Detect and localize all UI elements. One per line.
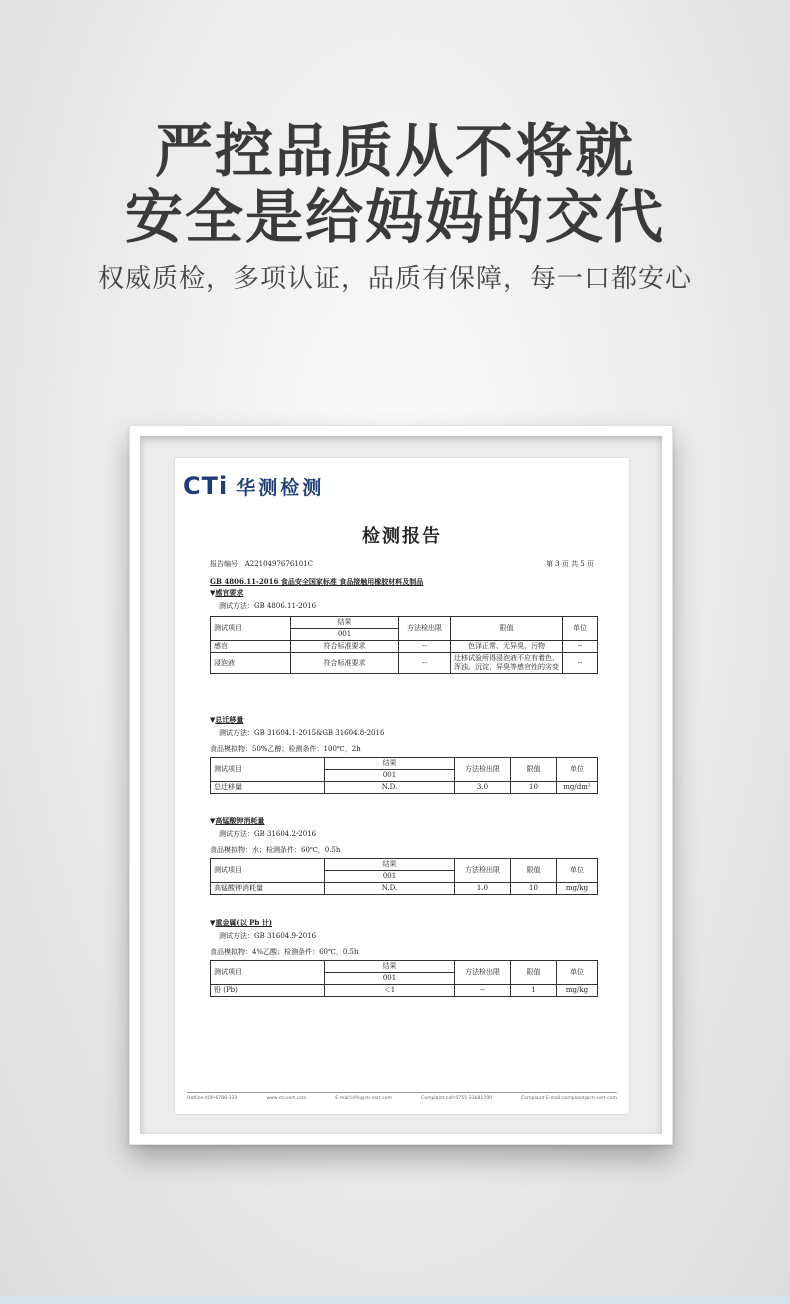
cell-detect-limit: -- [399, 653, 451, 674]
header-sample: 001 [291, 629, 399, 641]
food-simulant: 食品模拟物：50%乙醇；检测条件：100℃，2h [210, 745, 361, 753]
header-detect-limit: 方法检出限 [455, 859, 511, 883]
cell-result: 符合标准要求 [291, 641, 399, 653]
page-info: 第 3 页 共 5 页 [545, 560, 594, 568]
headline-line2: 安全是给妈妈的交代 [124, 183, 665, 251]
cell-item: 浸泡液 [211, 653, 291, 674]
result-table [210, 858, 598, 895]
cell-item: 感官 [211, 641, 291, 653]
cell-limit: 1 [511, 985, 557, 997]
section-title: ▼感官要求 [210, 588, 244, 597]
test-method: 测试方法：GB 4806.11-2016 [219, 602, 317, 610]
section-sensory [210, 577, 597, 674]
cell-item: 高锰酸钾消耗量 [211, 883, 325, 895]
report-no: A2210497676101C [244, 560, 313, 568]
cell-unit: mg/kg [557, 985, 598, 997]
test-method: 测试方法：GB 31604.1-2015&GB 31604.8-2016 [219, 729, 385, 737]
header-unit: 单位 [557, 961, 598, 985]
header-sample: 001 [325, 770, 455, 782]
result-table [210, 757, 598, 794]
cell-unit: -- [563, 653, 598, 674]
cell-result: N.D. [325, 782, 455, 794]
footer-complaint-email: Complaint E-mail:complaint@cti-cert.com [521, 1096, 617, 1101]
report-footer [187, 1092, 617, 1101]
section-title: ▼总迁移量 [210, 715, 244, 724]
header-detect-limit: 方法检出限 [455, 961, 511, 985]
header-item: 测试项目 [211, 859, 325, 883]
picture-frame [129, 425, 673, 1145]
report-title: 检测报告 [362, 526, 442, 547]
header-sample: 001 [325, 871, 455, 883]
section-title: ▼高锰酸钾消耗量 [210, 816, 265, 825]
cell-limit: 10 [511, 883, 557, 895]
cell-result: N.D. [325, 883, 455, 895]
header-result: 结果 [291, 617, 399, 629]
header-sample: 001 [325, 973, 455, 985]
header-limit: 限值 [451, 617, 563, 641]
cell-detect-limit: 3.0 [455, 782, 511, 794]
footer-hotline: Hotline:400-6788-333 [187, 1096, 238, 1101]
test-method: 测试方法：GB 31604.2-2016 [219, 830, 317, 838]
cell-limit: 色泽正常、无异臭、污物 [451, 641, 563, 653]
cell-unit: mg/kg [557, 883, 598, 895]
standard-title: GB 4806.11-2016 食品安全国家标准 食品接触用橡胶材料及制品 [210, 577, 424, 586]
header-result: 结果 [325, 859, 455, 871]
food-simulant: 食品模拟物：4%乙酸；检测条件：60℃，0.5h [210, 948, 359, 956]
cell-result: 符合标准要求 [291, 653, 399, 674]
cell-item: 总迁移量 [211, 782, 325, 794]
section-title: ▼重金属(以 Pb 计) [210, 918, 273, 927]
cell-detect-limit: -- [399, 641, 451, 653]
header-unit: 单位 [557, 758, 598, 782]
subtitle: 权威质检，多项认证，品质有保障，每一口都安心 [97, 264, 692, 294]
headline-line1: 严控品质从不将就 [154, 117, 635, 185]
table-row [211, 641, 598, 653]
footer-website: www.cti-cert.com [266, 1096, 307, 1101]
report-meta [210, 559, 594, 569]
logo-mark: CTi [183, 472, 229, 500]
logo-name: 华测检测 [236, 476, 325, 499]
header-detect-limit: 方法检出限 [455, 758, 511, 782]
cell-unit: -- [563, 641, 598, 653]
frame-mat [140, 436, 662, 1134]
header-result: 结果 [325, 961, 455, 973]
header-limit: 限值 [511, 758, 557, 782]
section-heavy-metal [210, 917, 597, 997]
food-simulant: 食品模拟物：水；检测条件：60℃，0.5h [210, 846, 341, 854]
table-row [211, 985, 598, 997]
result-table [210, 616, 598, 674]
header-limit: 限值 [511, 961, 557, 985]
cell-limit: 迁移试验所得浸泡液不应有着色、浑浊、沉淀、异臭等感官性的劣变 [451, 653, 563, 674]
header-item: 测试项目 [211, 961, 325, 985]
bottom-strip [0, 1296, 790, 1304]
footer-complaint-call: Complaint call:0755-33681700 [420, 1096, 493, 1101]
table-row [211, 883, 598, 895]
cell-item: 铅 (Pb) [211, 985, 325, 997]
section-permanganate [210, 815, 597, 895]
test-method: 测试方法：GB 31604.9-2016 [219, 932, 317, 940]
report-no-label: 报告编号 [210, 560, 238, 568]
cell-result: ＜1 [325, 985, 455, 997]
header-unit: 单位 [563, 617, 598, 641]
section-total-migration [210, 714, 597, 794]
header-item: 测试项目 [211, 617, 291, 641]
header-item: 测试项目 [211, 758, 325, 782]
report-document [175, 458, 629, 1114]
result-table [210, 960, 598, 997]
cell-detect-limit: 1.0 [455, 883, 511, 895]
cell-limit: 10 [511, 782, 557, 794]
cell-unit: mg/dm² [557, 782, 598, 794]
header-limit: 限值 [511, 859, 557, 883]
table-row [211, 782, 598, 794]
header-result: 结果 [325, 758, 455, 770]
table-row [211, 653, 598, 674]
cell-detect-limit: -- [455, 985, 511, 997]
header-unit: 单位 [557, 859, 598, 883]
footer-email: E-mail:info@cti-cert.com [335, 1096, 393, 1101]
company-logo [183, 472, 324, 500]
header-detect-limit: 方法检出限 [399, 617, 451, 641]
